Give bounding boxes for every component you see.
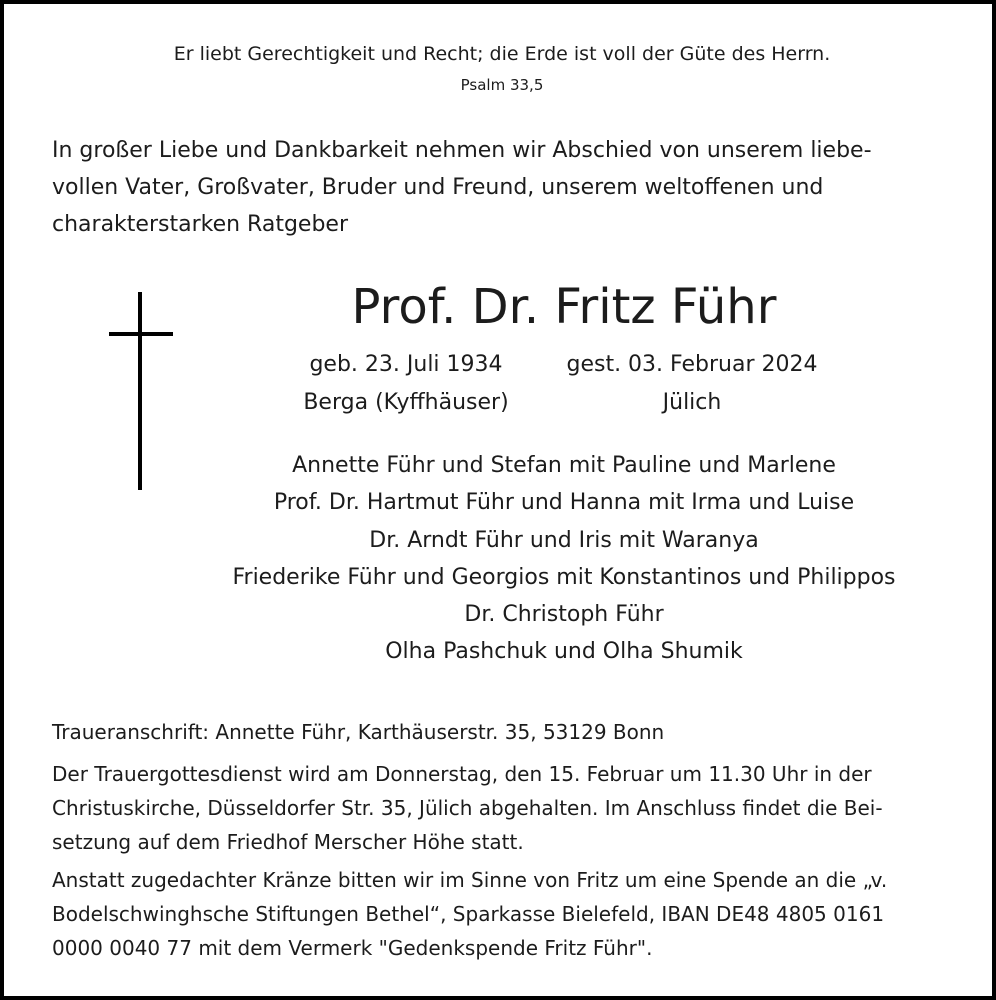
cross-vertical-bar xyxy=(138,292,142,490)
intro-text xyxy=(52,132,952,243)
address-line: Traueranschrift: Annette Führ, Karthäuserstr. 35, 53129 Bonn xyxy=(52,720,665,744)
intro-line: In großer Liebe und Dankbarkeit nehmen wir Abschied von unserem liebe- xyxy=(52,138,872,163)
service-line: setzung auf dem Friedhof Merscher Höhe statt. xyxy=(52,830,524,854)
birth-date: geb. 23. Juli 1934 xyxy=(309,352,503,377)
mourner-line: Dr. Arndt Führ und Iris mit Waranya xyxy=(369,527,759,553)
bible-verse: Er liebt Gerechtigkeit und Recht; die Erde ist voll der Güte des Herrn. xyxy=(173,43,831,65)
death-place: Jülich xyxy=(662,390,722,415)
death-date: gest. 03. Februar 2024 xyxy=(566,352,818,377)
cross-horizontal-bar xyxy=(109,332,173,336)
mourner-line: Olha Pashchuk und Olha Shumik xyxy=(385,639,743,665)
donation-line: 0000 0040 77 mit dem Vermerk "Gedenkspende Fritz Führ". xyxy=(52,936,653,960)
donation-request xyxy=(52,863,952,965)
funeral-service-info xyxy=(52,757,952,859)
mourner-line: Dr. Christoph Führ xyxy=(464,602,664,628)
service-line: Der Trauergottesdienst wird am Donnerstag, den 15. Februar um 11.30 Uhr in der xyxy=(52,762,872,786)
donation-line: Anstatt zugedachter Kränze bitten wir im Sinne von Fritz um eine Spende an die „v. xyxy=(52,868,888,892)
birth-place: Berga (Kyffhäuser) xyxy=(303,390,509,415)
service-line: Christuskirche, Düsseldorfer Str. 35, Jülich abgehalten. Im Anschluss findet die Bei- xyxy=(52,796,883,820)
mourner-line: Friederike Führ und Georgios mit Konstantinos und Philippos xyxy=(232,564,896,590)
mourner-line: Annette Führ und Stefan mit Pauline und Marlene xyxy=(292,453,836,478)
deceased-name: Prof. Dr. Fritz Führ xyxy=(351,279,777,335)
birth-info xyxy=(266,346,546,422)
death-info xyxy=(552,346,832,422)
intro-line: vollen Vater, Großvater, Bruder und Freund, unserem weltoffenen und xyxy=(52,175,824,200)
mourning-address xyxy=(52,715,952,749)
mourner-line: Prof. Dr. Hartmut Führ und Hanna mit Irma und Luise xyxy=(273,490,855,516)
intro-line: charakterstarken Ratgeber xyxy=(52,212,348,237)
verse-source: Psalm 33,5 xyxy=(460,76,544,94)
mourners-list xyxy=(164,447,964,671)
donation-line: Bodelschwinghsche Stiftungen Bethel“, Sparkasse Bielefeld, IBAN DE48 4805 0161 xyxy=(52,902,885,926)
